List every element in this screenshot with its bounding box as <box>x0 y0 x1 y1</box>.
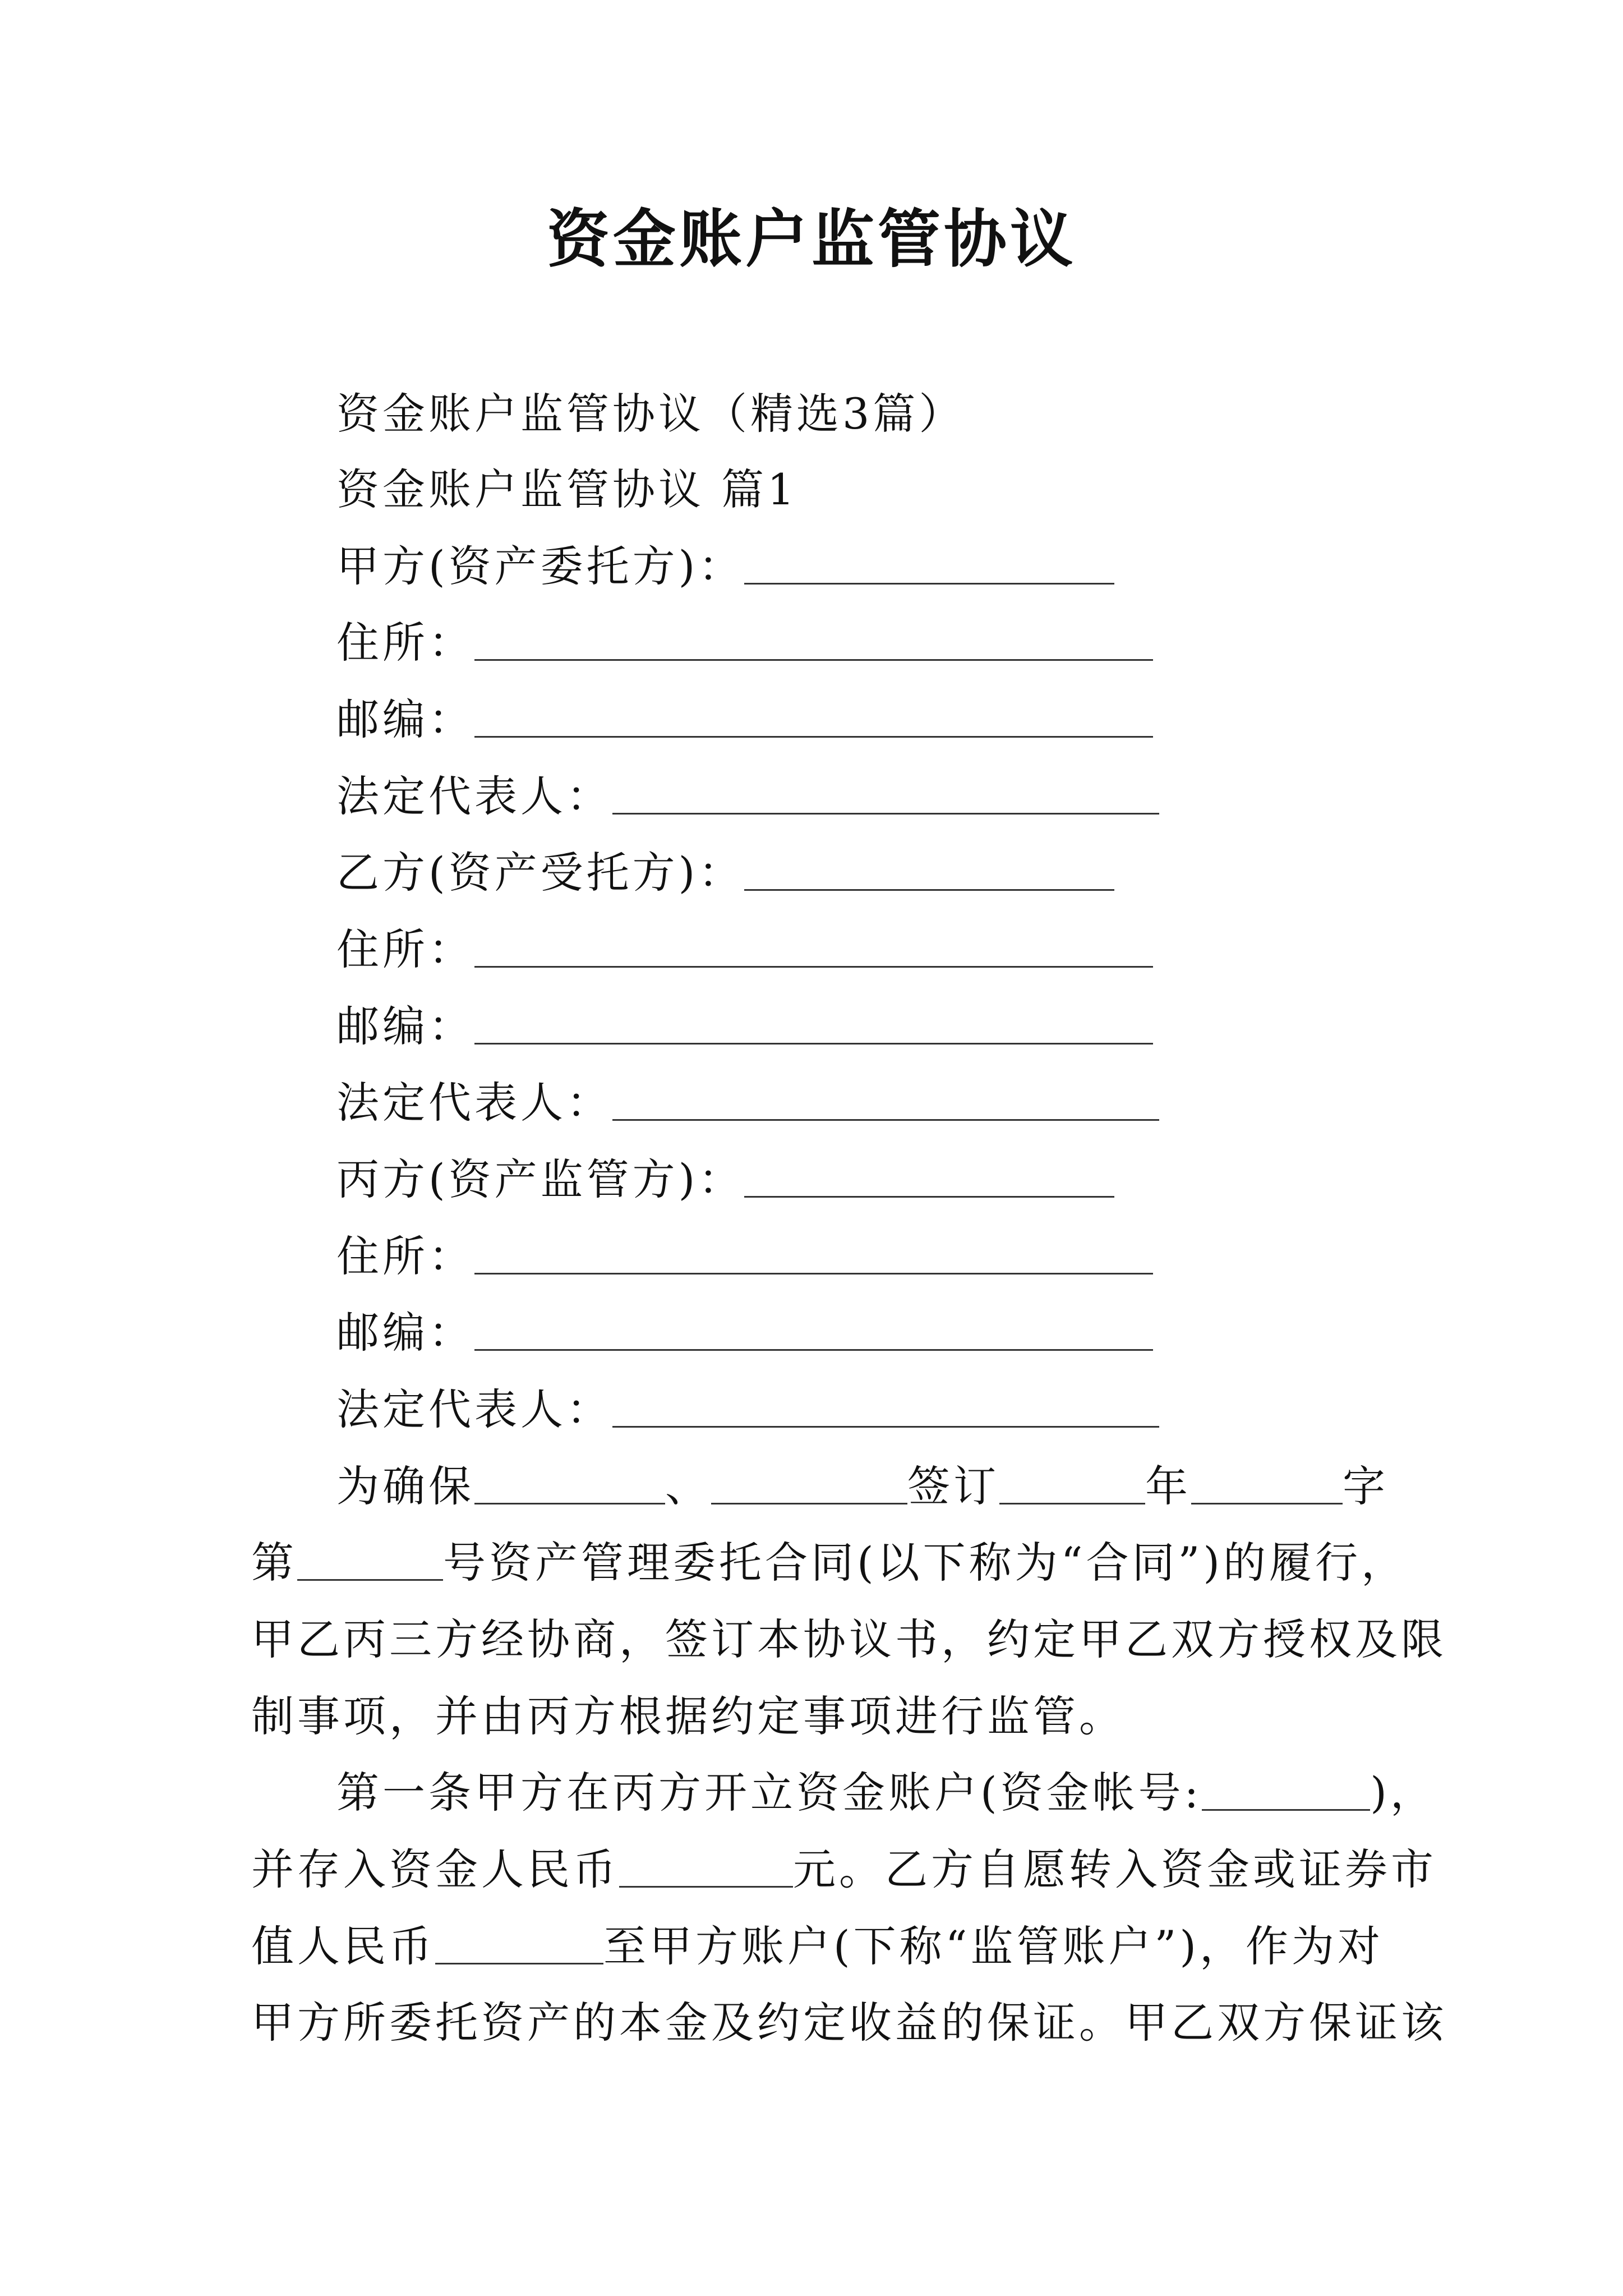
subtitle: 资金账户监管协议（精选3篇） <box>336 389 965 439</box>
party-b-label: 乙方(资产受托方)： <box>336 848 745 898</box>
party-c-legal-rep-line <box>336 1384 1159 1434</box>
address-blank <box>474 929 1153 968</box>
postcode-blank <box>474 1006 1153 1045</box>
blank <box>297 1542 443 1581</box>
text: 值人民币 <box>251 1921 435 1971</box>
document-title: 资金账户监管协议 <box>547 203 1076 276</box>
address-label: 住所： <box>336 924 474 974</box>
postcode-blank <box>474 1312 1153 1351</box>
party-c-address-line <box>336 1231 1153 1281</box>
postcode-blank <box>474 699 1153 738</box>
blank <box>999 1466 1145 1504</box>
blank <box>435 1926 603 1964</box>
party-b-address-line <box>336 924 1153 974</box>
paragraph-2-line-4: 甲方所委托资产的本金及约定收益的保证。甲乙双方保证该 <box>251 1998 1447 2047</box>
paragraph-1-line-4: 制事项，并由丙方根据约定事项进行监管。 <box>251 1691 1125 1741</box>
text: 为确保 <box>336 1461 474 1511</box>
address-blank <box>474 622 1153 661</box>
text: 元。乙方自愿转入资金或证券市 <box>793 1844 1437 1894</box>
text: 第一条甲方在丙方开立资金账户(资金帐号: <box>336 1768 1202 1818</box>
blank <box>711 1466 907 1504</box>
text: 年 <box>1145 1461 1191 1511</box>
blank <box>1191 1466 1343 1504</box>
paragraph-1-line-2 <box>251 1538 1408 1588</box>
legal-rep-label: 法定代表人： <box>336 1078 612 1128</box>
paragraph-1-line-1 <box>336 1461 1389 1511</box>
text: 第 <box>251 1538 297 1588</box>
text: )， <box>1370 1768 1436 1818</box>
party-c-line <box>336 1154 1114 1204</box>
legal-rep-blank <box>612 1389 1159 1428</box>
party-c-label: 丙方(资产监管方)： <box>336 1154 745 1204</box>
blank <box>474 1466 665 1504</box>
party-a-postcode-line <box>336 694 1153 744</box>
party-a-blank <box>744 546 1114 585</box>
legal-rep-label: 法定代表人： <box>336 771 612 821</box>
legal-rep-label: 法定代表人： <box>336 1384 612 1434</box>
text: 号资产管理委托合同(以下称为“合同”)的履行， <box>443 1538 1408 1588</box>
party-b-legal-rep-line <box>336 1078 1159 1128</box>
paragraph-2-line-2 <box>251 1844 1437 1894</box>
text: 字 <box>1343 1461 1389 1511</box>
party-c-blank <box>744 1159 1114 1198</box>
text: 、 <box>665 1461 711 1511</box>
blank <box>1202 1772 1370 1811</box>
party-b-postcode-line <box>336 1001 1153 1051</box>
party-c-postcode-line <box>336 1308 1153 1358</box>
party-a-address-line <box>336 618 1153 668</box>
text: 至甲方账户(下称“监管账户”)，作为对 <box>603 1921 1384 1971</box>
paragraph-2-line-3 <box>251 1921 1384 1971</box>
postcode-label: 邮编： <box>336 1308 474 1358</box>
postcode-label: 邮编： <box>336 694 474 744</box>
party-a-legal-rep-line <box>336 771 1159 821</box>
party-a-line <box>336 541 1114 591</box>
blank <box>619 1849 793 1888</box>
text: 签订 <box>907 1461 999 1511</box>
legal-rep-blank <box>612 1082 1159 1121</box>
address-label: 住所： <box>336 1231 474 1281</box>
section-heading: 资金账户监管协议 篇1 <box>336 464 798 514</box>
paragraph-2-line-1 <box>336 1768 1436 1818</box>
text: 并存入资金人民币 <box>251 1844 619 1894</box>
address-blank <box>474 1236 1153 1274</box>
paragraph-1-line-3: 甲乙丙三方经协商，签订本协议书，约定甲乙双方授权及限 <box>251 1614 1447 1664</box>
legal-rep-blank <box>612 776 1159 815</box>
party-b-line <box>336 848 1114 898</box>
address-label: 住所： <box>336 618 474 668</box>
party-a-label: 甲方(资产委托方)： <box>336 541 745 591</box>
postcode-label: 邮编： <box>336 1001 474 1051</box>
party-b-blank <box>744 852 1114 891</box>
